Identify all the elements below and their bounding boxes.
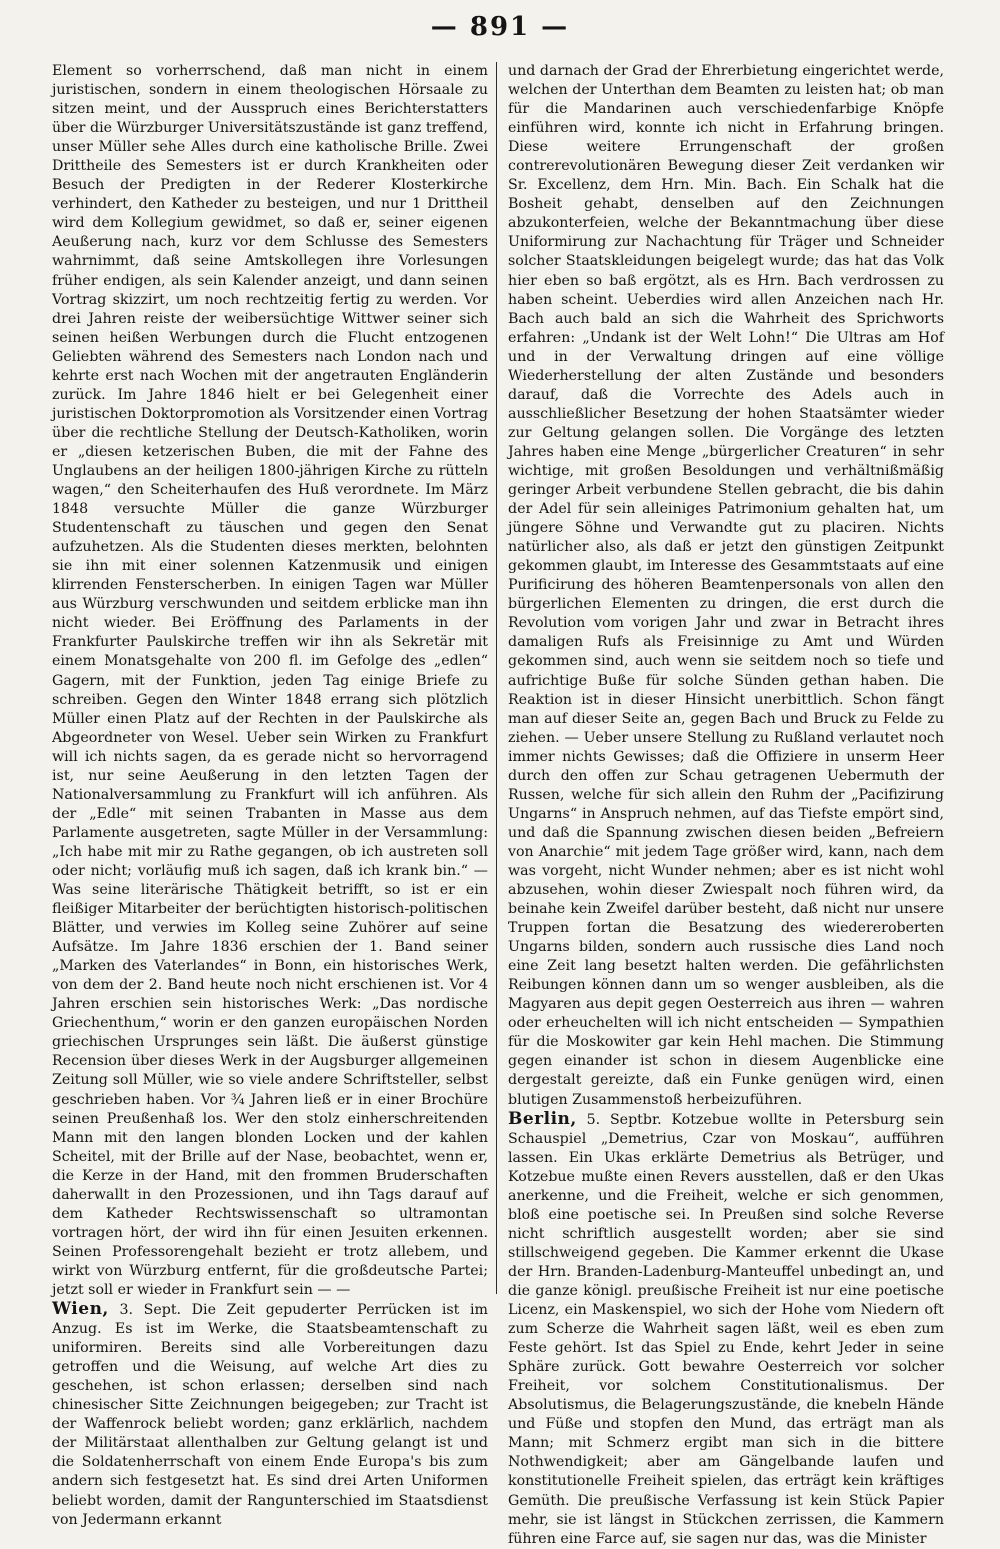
article-berlin-text: 5. Septbr. Kotzebue wollte in Petersburg sein Schauspiel „Demetrius, Czar von Moskau“, aufführen lassen. Ein Ukas erklärte Demetrius als Betrüger, und Kotzebue mußte einen Revers ausstellen, daß er den Ukas anerkenne, und die Freiheit, welche er sich genommen, bloß eine poetische sei. In Preußen sind solche Reverse nicht schriftlich ausgestellt worden; aber sie sind stillschweigend gegeben. Die Kammer erkennt die Ukase der Hrn. Branden-Ladenburg-Manteuffel unbedingt an, und die ganze königl. preußische Freiheit ist nur eine poetische Licenz, ein Maskenspiel, wo sich der Hohe vom Niedern oft zum Scherze die Wahrheit sagen läßt, weil es eben zum Feste gehört. Ist das Spiel zu Ende, kehrt Jeder in seine Sphäre zurück. Gott bewahre Oesterreich vor solcher Freiheit, vor solchem Constitutionalismus. Der Absolutismus, die Belagerungszustände, die knebeln Hände und Füße und stopfen den Mund, das erträgt man als Mann; mit Schmerz ergibt man sich in die bittere Nothwendigkeit; aber am Gängelbande laufen und konstitutionelle Freiheit spielen, das erträgt kein kräftiges Gemüth. Die preußische Verfassung ist kein Stück Papier mehr, sie ist längst in Stückchen zerrissen, die Kammern führen eine Farce auf, sie sagen nur das, was die Minister — [508, 1111, 944, 1547]
page-number: — 891 — — [430, 12, 570, 42]
column-divider — [496, 62, 497, 1294]
article-wien-continuation: und darnach der Grad der Ehrerbietung eingerichtet werde, welchen der Unterthan dem Beamten zu leisten hat; ob man für die Mandarinen auch verschiedenfarbige Knöpfe einführen wird, konnte ich nicht in Erfahrung bringen. Diese weitere Errungenschaft der großen contrerevolutionären Bewegung dieser Zeit verdanken wir Sr. Excellenz, dem Hrn. Min. Bach. Ein Schalk hat die Bosheit gehabt, denselben auf den Zeichnungen abzukonterfeien, welche der Bekanntmachung über diese Uniformirung zur Nachachtung für Träger und Schneider solcher Staatskleidungen beigelegt wurde; das hat das Volk hier eben so baß ergötzt, als es Hrn. Bach verdrossen zu haben scheint. Ueberdies wird allen Anzeichen nach Hr. Bach auch bald an sich die Wahrheit des Sprichworts erfahren: „Undank ist der Welt Lohn!“ Die Ultras am Hof und in der Verwaltung dringen auf eine völlige Wiederherstellung der alten Zustände und besonders darauf, daß die Vorrechte des Adels auch in ausschließlicher Besetzung der hohen Staatsämter wieder zur Geltung gelangen sollen. Die Vorgänge des letzten Jahres haben eine Menge „bürgerlicher Creaturen“ in sehr wichtige, mit großen Besoldungen und verhältnißmäßig geringer Arbeit verbundene Stellen gebracht, die bis dahin der Adel für sein alleiniges Patrimonium gehalten hat, um jüngere Söhne und Verwandte gut zu placiren. Nichts natürlicher also, als daß er jetzt den günstigen Zeitpunkt gekommen glaubt, im Interesse des Gesammtstaats auf eine Purificirung des höheren Beamtenpersonals von allen den bürgerlichen Elementen zu dringen, die erst durch die Revolution vom vorigen Jahr und zwar in Betracht ihres damaligen Rufs als Freisinnige zu Amt und Würden gekommen sind, auch wenn sie seitdem noch so tiefe und aufrichtige Buße für solche Sünden gethan haben. Die Reaktion ist in dieser Hinsicht unerbittlich. Schon fängt man auf dieser Seite an, gegen Bach und Bruck zu Felde zu ziehen. — Ueber unsere Stellung zu Rußland verlautet noch immer nichts Gewisses; daß die Offiziere in unserm Heer durch den offen zur Schau getragenen Uebermuth der Russen, welche für sich allein den Ruhm der „Pacifizirung Ungarns“ in Anspruch nehmen, auf das Tiefste empört sind, und daß die Spannung zwischen diesen beiden „Befreiern von Anarchie“ mit jedem Tage größer wird, kann, nach dem was vorgeht, nicht Wunder nehmen; aber es ist nicht wohl abzusehen, wohin dieser Zwiespalt noch führen wird, da beinahe kein Zweifel darüber besteht, daß nicht nur unsere Truppen fortan die Besatzung des wiedereroberten Ungarns bilden, sondern auch russische dies Land noch eine Zeit lang besetzt halten werden. Die gefährlichsten Reibungen können dann um so wenger ausbleiben, als die Magyaren aus depit gegen Oesterreich aus ihren — wahren oder erheuchelten will ich nicht entscheiden — Sympathien für die Moskowiter gar kein Hehl machen. Die Stimmung gegen einander ist schon in diesem Augenblicke eine dergestalt gereizte, daß ein Funke genügen wird, einen blutigen Zusammenstoß herbeizuführen. — [508, 63, 944, 1108]
left-column — [52, 62, 488, 1528]
article-wien — [52, 1300, 488, 1530]
dateline-berlin: Berlin, — [508, 1108, 577, 1129]
article-wien-text: 3. Sept. Die Zeit gepuderter Perrücken ist im Anzug. Es ist im Werke, die Staatsbeamtenschaft zu uniformiren. Bereits sind alle Vorbereitungen dazu getroffen und die Weisung, auf welche Art dies zu geschehen, ist schon erlassen; derselben sind nach chinesischer Sitte Zeichnungen beigegeben; zur Tracht ist der Waffenrock beliebt worden; ganz erklärlich, nachdem der Militärstaat allenthalben zur Geltung gelangt ist und die Soldatenherrschaft von einem Ende Europa's bis zum andern sich festgesetzt hat. Es sind drei Arten Uniformen beliebt worden, damit der Rangunterschied im Staatsdienst von Jedermann erkannt — [52, 1302, 488, 1528]
dateline-wien: Wien, — [52, 1299, 109, 1320]
article-berlin — [508, 1110, 944, 1549]
right-column — [508, 62, 944, 1547]
article-mueller-continuation: Element so vorherrschend, daß man nicht in einem juristischen, sondern in einem theologischen Hörsaale zu sitzen meint, und der Ausspruch eines Berichterstatters über die Würzburger Universitätszustände ist ganz treffend, unser Müller sehe Alles durch eine katholische Brille. Zwei Drittheile des Semesters ist er durch Krankheiten oder Besuch der Predigten in der Rederer Klosterkirche verhindert, den Katheder zu besteigen, und nur 1 Drittheil wird dem Kollegium gewidmet, so daß er, seiner eigenen Aeußerung nach, kurz vor dem Schlusse des Semesters wahrnimmt, daß seine Amtskollegen ihre Vorlesungen früher endigen, als sein Kalender anzeigt, und dann seinen Vortrag skizzirt, um noch rechtzeitig fertig zu werden. Vor drei Jahren reiste der weibersüchtige Wittwer seiner sich seinen heißen Werbungen durch die Flucht entzogenen Geliebten während des Semesters nach London nach und kehrte erst nach Wochen mit der angetrauten Engländerin zurück. Im Jahre 1846 hielt er bei Gelegenheit einer juristischen Doktorpromotion als Vorsitzender einen Vortrag über die rechtliche Stellung der Deutsch-Katholiken, worin er „diesen ketzerischen Buben, die mit der Fahne des Unglaubens an der heiligen 1800-jährigen Kirche zu rütteln wagen,“ den Scheiterhaufen des Huß verordnete. Im März 1848 versuchte Müller die ganze Würzburger Studentenschaft zu täuschen und gegen den Senat aufzuhetzen. Als die Studenten dieses merkten, belohnten sie ihn mit einer solennen Katzenmusik und einigen klirrenden Fensterscherben. In einigen Tagen war Müller aus Würzburg verschwunden und seitdem erblicke man ihn nicht wieder. Bei Eröffnung des Parlaments in der Frankfurter Paulskirche treffen wir ihn als Sekretär mit einem Monatsgehalte von 200 fl. im Gefolge des „edlen“ Gagern, mit der Funktion, jeden Tag einige Briefe zu schreiben. Gegen den Winter 1848 errang sich plötzlich Müller einen Platz auf der Rechten in der Paulskirche als Abgeordneter von Wesel. Ueber sein Wirken zu Frankfurt will ich nichts sagen, da es gerade nicht so hervorragend ist, nur seine Aeußerung in den letzten Tagen der Nationalversammlung zu Frankfurt will ich anführen. Als der „Edle“ mit seinen Trabanten in Masse aus dem Parlamente ausgetreten, sagte Müller in der Versammlung: „Ich habe mit mir zu Rathe gegangen, ob ich austreten soll oder nicht; vorläufig muß ich sagen, daß ich krank bin.“ — Was seine literärische Thätigkeit betrifft, so ist er ein fleißiger Mitarbeiter der berüchtigten historisch-politischen Blätter, und verwies im Kolleg seine Zuhörer auf seine Aufsätze. Im Jahre 1836 erschien der 1. Band seiner „Marken des Vaterlandes“ in Bonn, ein historisches Werk, von dem der 2. Band heute noch nicht erschienen ist. Vor 4 Jahren erschien sein historisches Werk: „Das nordische Griechenthum,“ worin er den ganzen europäischen Norden griechischen Ursprunges sein läßt. Die äußerst günstige Recension über dieses Werk in der Augsburger allgemeinen Zeitung soll Müller, wie so viele andere Schriftsteller, selbst geschrieben haben. Vor ¾ Jahren ließ er in einer Brochüre seinen Preußenhaß los. Wer den stolz einherschreitenden Mann mit den langen blonden Locken und der kahlen Scheitel, mit der Brille auf der Nase, beobachtet, wenn er, die Kerze in der Hand, mit den frommen Bruderschaften daherwallt in den Prozessionen, und ihn Tags darauf auf dem Katheder Rechtswissenschaft so ultramontan vortragen hört, der wird ihn für einen Jesuiten erkennen. Seinen Professorengehalt bezieht er trotz allebem, und wirkt von Würzburg entfernt, für die großdeutsche Partei; jetzt soll er wieder in Frankfurt sein — — — [52, 63, 488, 1298]
